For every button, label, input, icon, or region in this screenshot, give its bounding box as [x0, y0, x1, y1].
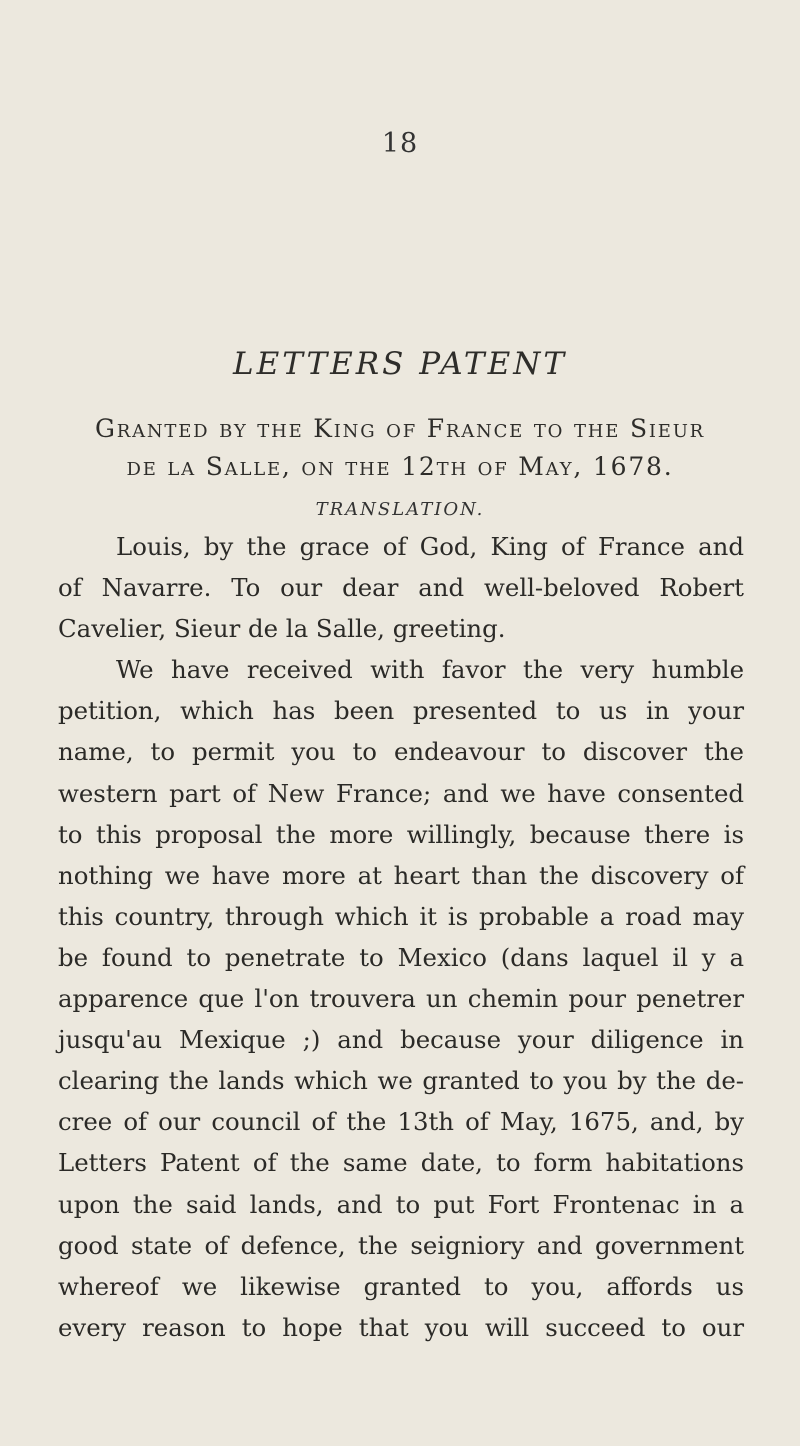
text-line: We have received with favor the very humble: [116, 655, 744, 685]
text-line: apparence que l'on trouvera un chemin pour penetrer: [58, 984, 744, 1014]
text-line: cree of our council of the 13th of May, 1675, and, by: [58, 1107, 744, 1137]
subtitle-line-2: de la Salle, on the 12th of May, 1678.: [126, 452, 674, 481]
text-line: this country, through which it is probable a road may: [58, 901, 744, 931]
text-line: upon the said lands, and to put Fort Frontenac in a: [58, 1189, 744, 1219]
text-line: clearing the lands which we granted to you by the de-: [58, 1066, 744, 1096]
text-line: nothing we have more at heart than the discovery of: [58, 860, 744, 890]
text-line: every reason to hope that you will succeed to our: [58, 1312, 744, 1342]
text-line: name, to permit you to endeavour to discover the: [58, 737, 744, 767]
text-line: be found to penetrate to Mexico (dans laquel il y a: [58, 942, 744, 972]
text-line: Louis, by the grace of God, King of France and: [116, 532, 744, 561]
body-text: [58, 526, 744, 1348]
subtitle-line-1: Granted by the King of France to the Sieur: [94, 414, 706, 443]
text-line: petition, which has been presented to us in your: [58, 696, 744, 726]
text-line: western part of New France; and we have consented: [58, 778, 744, 808]
section-title: LETTERS PATENT: [232, 346, 568, 382]
text-line: good state of defence, the seigniory and government: [58, 1230, 744, 1260]
page-number: 18: [381, 128, 419, 159]
text-line: whereof we likewise granted to you, affords us: [58, 1271, 744, 1301]
translation-label: TRANSLATION.: [315, 499, 485, 520]
text-line: Cavelier, Sieur de la Salle, greeting.: [58, 614, 506, 644]
section-subtitle: [60, 410, 740, 486]
text-line: to this proposal the more willingly, because there is: [58, 819, 744, 849]
text-line: Letters Patent of the same date, to form habitations: [58, 1148, 744, 1178]
text-line: of Navarre. To our dear and well-beloved Robert: [58, 573, 744, 603]
text-line: jusqu'au Mexique ;) and because your diligence in: [58, 1025, 744, 1055]
